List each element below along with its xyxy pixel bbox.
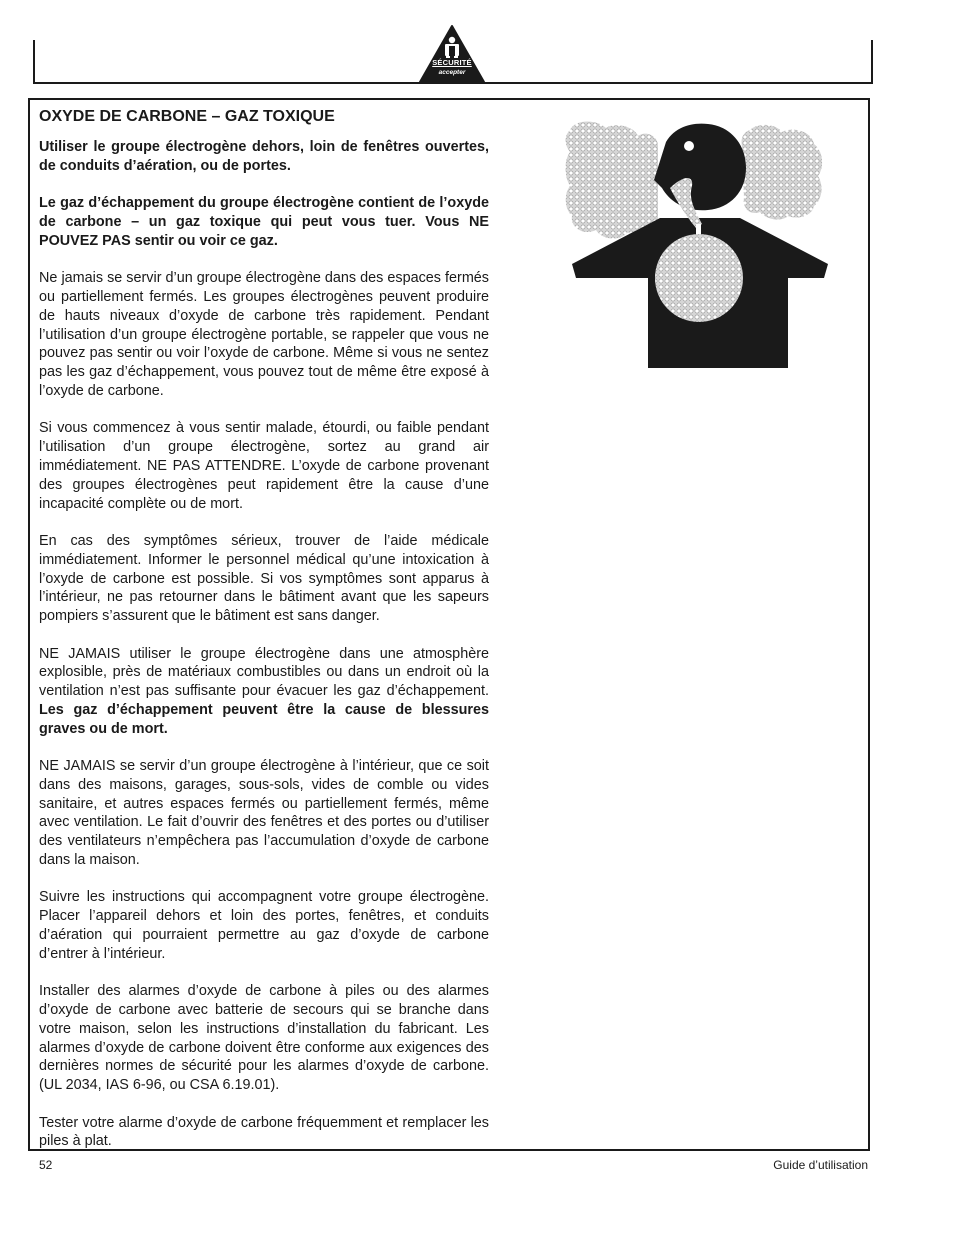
paragraph-3: Ne jamais se servir d’un groupe électrogène dans des espaces fermés ou partiellement fermés. Les groupes électrogènes peuvent produire de hauts niveaux d’oxyde de carbone très rapidement. Pendant l’utilisation d’un groupe électrogène portable, se rappeler que vous ne pouvez pas sentir ou voir l’oxyde de carbone. Même si vous ne sentez pas les gaz d’échappement, vous pouvez tout de même être exposé à l’oxyde de carbone. xyxy=(39,270,489,399)
page-number: 52 xyxy=(39,1158,53,1172)
paragraph-7: NE JAMAIS se servir d’un groupe électrogène à l’intérieur, que ce soit dans des maisons, garages, sous-sols, vides de comble ou vides sanitaire, et autres espaces fermés ou partiellement fermés, même avec ventilation. Le fait d’ouvrir des fenêtres et des portes ou d’utiliser des ventilateurs n’empêchera pas l’accumulation d’oxyde de carbone dans la maison. xyxy=(39,758,489,869)
paragraph-10: Tester votre alarme d’oxyde de carbone fréquemment et remplacer les piles à plat. xyxy=(39,1114,489,1150)
paragraph-4: Si vous commencez à vous sentir malade, étourdi, ou faible pendant l’utilisation d’un groupe électrogène, sortez au grand air immédiatement. NE PAS ATTENDRE. L’oxyde de carbone provenant des groupes électrogènes peut rapidement être la cause d’une incapacité complète ou de mort. xyxy=(39,420,489,512)
badge-label-accept: accepter xyxy=(438,69,466,76)
badge-label-safety: SÉCURITÉ xyxy=(432,58,472,67)
section-title: OXYDE DE CARBONE – GAZ TOXIQUE xyxy=(39,108,335,125)
paragraph-1: Utiliser le groupe électrogène dehors, loin de fenêtres ouvertes, de conduits d’aération, ou de portes. xyxy=(39,139,489,174)
paragraph-8: Suivre les instructions qui accompagnent votre groupe électrogène. Placer l’appareil dehors et loin des portes, fenêtres, et conduits d’aération qui pourraient permettre au gaz d’oxyde de carbone d’entrer à l’intérieur. xyxy=(39,889,489,962)
paragraph-2: Le gaz d’échappement du groupe électrogène contient de l’oxyde de carbone – un gaz toxique qui peut vous tuer. Vous NE POUVEZ PAS sentir ou voir ce gaz. xyxy=(39,195,489,249)
paragraph-5: En cas des symptômes sérieux, trouver de l’aide médicale immédiatement. Informer le personnel médical qu’une intoxication à l’oxyde de carbone est possible. Si vos symptômes sont apparus à l’intérieur, ne pas retourner dans le bâtiment avant que les sapeurs pompiers s’assurent que le bâtiment est sans danger. xyxy=(39,532,489,625)
warning-text-column xyxy=(39,107,489,1170)
paragraph-6-bold: Les gaz d’échappement peuvent être la cause de blessures graves ou de mort. xyxy=(39,701,489,737)
paragraph-6-text: NE JAMAIS utiliser le groupe électrogène dans une atmosphère explosible, près de matériaux combustibles ou dans un endroit où la ventilation n’est pas suffisante pour évacuer les gaz d’échappement. xyxy=(39,645,489,700)
paragraph-9: Installer des alarmes d’oxyde de carbone à piles ou des alarmes d’oxyde de carbone avec batterie de secours qui se branche dans votre maison, selon les instructions d’installation du fabricant. Les alarmes d’oxyde de carbone doivent être conforme aux exigences des dernières normes de sécurité pour les alarmes d’oxyde de carbone. (UL 2034, IAS 6-96, ou CSA 6.19.01). xyxy=(39,983,489,1094)
toxic-gas-inhalation-icon xyxy=(562,116,828,372)
paragraph-6 xyxy=(39,645,489,739)
guide-label: Guide d’utilisation xyxy=(773,1158,868,1172)
